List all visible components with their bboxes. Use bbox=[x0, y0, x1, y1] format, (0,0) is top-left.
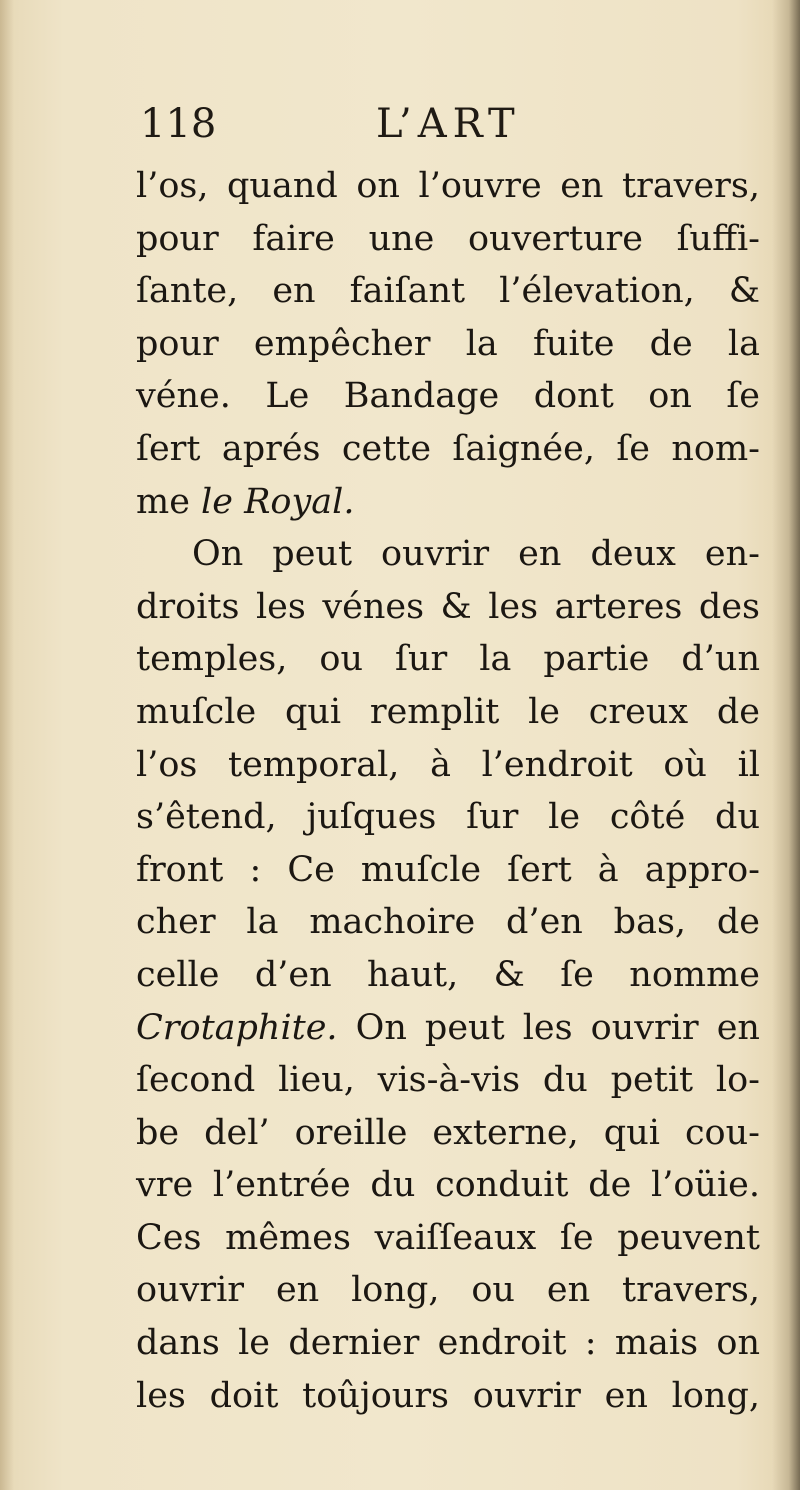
italic-term-royal: le Royal. bbox=[201, 481, 355, 522]
text-line: Ces mêmes vaiſſeaux ſe peuvent bbox=[136, 1217, 760, 1258]
text-line: s’êtend, juſques ſur le côté du bbox=[136, 797, 760, 838]
text-line: muſcle qui remplit le creux de bbox=[136, 691, 760, 732]
text-line: pour empêcher la fuite de la bbox=[136, 323, 760, 364]
body-text bbox=[136, 160, 760, 1422]
text-line: pour faire une ouverture ſuffi- bbox=[136, 218, 760, 259]
text-line: l’os, quand on l’ouvre en travers, bbox=[136, 166, 760, 206]
page-edge bbox=[0, 0, 14, 1490]
text-line: droits les vénes & les arteres des bbox=[136, 586, 760, 627]
text-line: front : Ce muſcle ſert à appro- bbox=[136, 849, 760, 890]
paragraph-start-line: On peut ouvrir en deux en- bbox=[192, 534, 760, 575]
gutter-shadow bbox=[772, 0, 800, 1490]
text-fragment: me bbox=[136, 481, 190, 522]
text-line: l’os temporal, à l’endroit où il bbox=[136, 744, 760, 785]
text-line: celle d’en haut, & ſe nomme bbox=[136, 954, 760, 995]
text-line: vre l’entrée du conduit de l’oüie. bbox=[136, 1165, 760, 1206]
text-line bbox=[136, 476, 760, 529]
page-header bbox=[140, 92, 760, 156]
text-line: ouvrir en long, ou en travers, bbox=[136, 1270, 760, 1311]
text-line: cher la machoire d’en bas, de bbox=[136, 902, 760, 943]
text-line: dans le dernier endroit : mais on bbox=[136, 1323, 760, 1364]
text-line: be del’ oreille externe, qui cou- bbox=[136, 1112, 760, 1153]
text-line: véne. Le Bandage dont on ſe bbox=[136, 376, 760, 417]
italic-term-crotaphite: Crotaphite. bbox=[136, 1007, 338, 1048]
text-line: les doit toûjours ouvrir en long, bbox=[136, 1375, 760, 1416]
text-line: ſante, en faiſant l’élevation, & bbox=[136, 271, 760, 312]
text-line bbox=[136, 1002, 760, 1055]
text-line: ſecond lieu, vis-à-vis du petit lo- bbox=[136, 1060, 760, 1101]
text-fragment: On peut les ouvrir en bbox=[355, 1007, 760, 1048]
text-line: ſert aprés cette ſaignée, ſe nom- bbox=[136, 428, 760, 469]
text-line: temples, ou ſur la partie d’un bbox=[136, 639, 760, 680]
running-head: L’ART bbox=[376, 101, 521, 147]
page-number: 118 bbox=[140, 101, 217, 147]
